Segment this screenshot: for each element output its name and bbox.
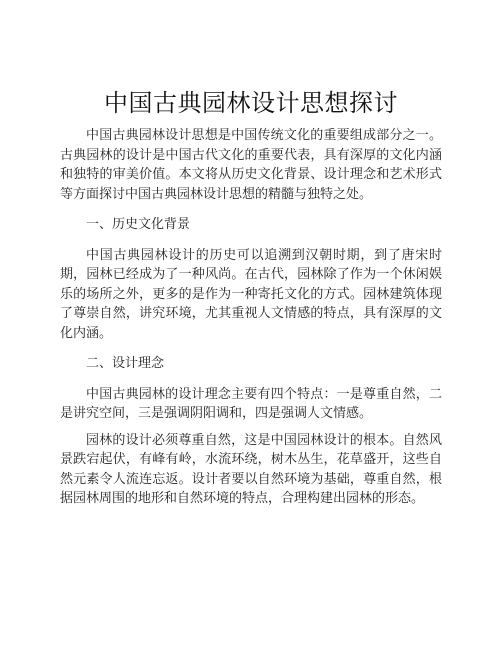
document-body (60, 126, 442, 509)
section-heading-history: 一、历史文化背景 (86, 217, 191, 232)
design-paragraph: 中国古典园林的设计理念主要有四个特点：一是尊重自然，二是讲究空间，三是强调阴阳调和，四是强调人文情感。 (60, 386, 442, 421)
intro-paragraph: 中国古典园林设计思想是中国传统文化的重要组成部分之一。古典园林的设计是中国古代文化的重要代表，具有深厚的文化内涵和独特的审美价值。本文将从历史文化背景、设计理念和艺术形式等方面探讨中国古典园林设计思想的精髓与独特之处。 (60, 128, 442, 202)
document-title: 中国古典园林设计思想探讨 (104, 89, 398, 117)
nature-paragraph: 园林的设计必须尊重自然，这是中国园林设计的根本。自然风景跌宕起伏，有峰有岭，水流环绕，树木丛生，花草盛开，这些自然元素令人流连忘返。设计者要以自然环境为基础，尊重自然，根据园林周围的地形和自然环境的特点，合理构建出园林的形态。 (60, 432, 442, 506)
history-paragraph: 中国古典园林设计的历史可以追溯到汉朝时期，到了唐宋时期，园林已经成为了一种风尚。在古代，园林除了作为一个休闲娱乐的场所之外，更多的是作为一种寄托文化的方式。园林建筑体现了尊崇自然，讲究环境，尤其重视人文情感的特点，具有深厚的文化内涵。 (60, 247, 442, 341)
section-heading-design: 二、设计理念 (86, 356, 165, 371)
